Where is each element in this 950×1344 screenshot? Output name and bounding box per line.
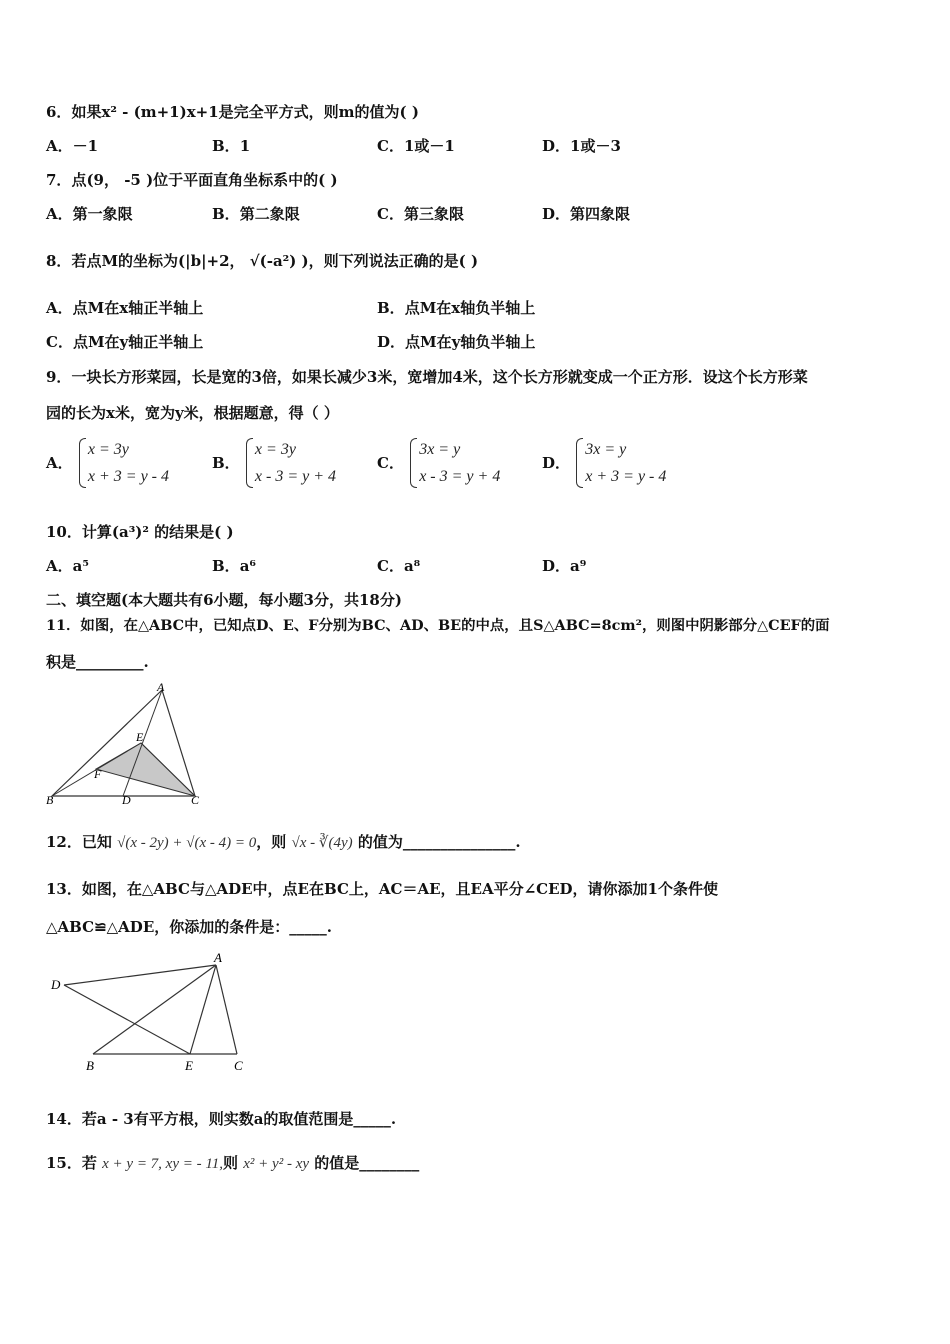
option-d: D．1或－3 — [542, 137, 621, 155]
question-text: 若点M的坐标为(|b|+2， √(-a²) )，则下列说法正确的是( ) — [71, 252, 479, 270]
question-6 — [46, 102, 419, 122]
option-c: C．1或－1 — [377, 137, 455, 155]
option-c: C．a⁸ — [377, 557, 421, 575]
option-b: B． x = 3y x - 3 = y + 4 — [212, 436, 336, 490]
equation-system: x = 3y x + 3 = y - 4 — [78, 436, 169, 490]
question-text: △ABC≌△ADE，你添加的条件是：_____. — [46, 918, 332, 936]
question-number: 7． — [46, 171, 72, 189]
math-expression: x + y = 7, xy = - 11, — [102, 1156, 224, 1172]
question-10 — [46, 522, 234, 542]
equation-system: 3x = y x + 3 = y - 4 — [575, 436, 666, 490]
question-number: 8． — [46, 252, 72, 270]
math-expression: √x - ∛(4y) — [291, 835, 353, 851]
option-a: A． x = 3y x + 3 = y - 4 — [46, 436, 169, 490]
question-8 — [46, 251, 478, 271]
question-number: 15． — [46, 1154, 82, 1172]
label-a: A — [214, 950, 222, 965]
math-expression: x² + y² - xy — [243, 1156, 310, 1172]
question-9 — [46, 367, 808, 387]
label-f: F — [94, 767, 102, 781]
segment-ac — [216, 965, 237, 1054]
figure-q11-triangle — [44, 680, 214, 810]
question-11-line2 — [46, 652, 149, 672]
question-text: 计算(a³)² 的结果是( ) — [81, 523, 234, 541]
option-c: C．点M在y轴正半轴上 — [46, 333, 204, 351]
option-a: A．－1 — [46, 137, 99, 155]
segment-ae — [190, 965, 216, 1054]
option-c: C．第三象限 — [377, 205, 464, 223]
option-b: B．a⁶ — [212, 557, 256, 575]
figure-q13-triangles — [44, 948, 254, 1076]
question-11 — [46, 616, 830, 636]
question-number: 11． — [46, 617, 81, 634]
math-expression: √(x - 2y) + √(x - 4) = 0 — [117, 835, 257, 851]
question-text: 点(9， -5 )位于平面直角坐标系中的( ) — [71, 171, 338, 189]
question-text: 若a - 3有平方根，则实数a的取值范围是_____. — [81, 1110, 397, 1128]
label-e: E — [185, 1058, 193, 1073]
option-a: A．点M在x轴正半轴上 — [46, 299, 204, 317]
option-d: D． 3x = y x + 3 = y - 4 — [542, 436, 666, 490]
label-c: C — [191, 793, 200, 807]
label-d: D — [51, 977, 61, 992]
option-c: C． 3x = y x - 3 = y + 4 — [377, 436, 500, 490]
question-13 — [46, 879, 718, 899]
segment-de — [64, 985, 190, 1054]
label-d: D — [122, 793, 131, 807]
label-a: A — [157, 680, 165, 694]
question-number: 10． — [46, 523, 82, 541]
question-number: 9． — [46, 368, 72, 386]
question-15: 15．若 x + y = 7, xy = - 11,则 x² + y² - xy 的值是________ — [46, 1154, 420, 1172]
question-text: 一块长方形菜园，长是宽的3倍，如果长减少3米，宽增加4米，这个长方形就变成一个正方形．设这个长方形菜 — [71, 368, 808, 386]
question-text: 园的长为x米，宽为y米，根据题意，得（ ） — [46, 404, 339, 422]
question-number: 12． — [46, 833, 82, 851]
option-b: B．点M在x轴负半轴上 — [377, 299, 536, 317]
option-b: B．第二象限 — [212, 205, 300, 223]
question-text: 如果x² - (m+1)x+1是完全平方式，则m的值为( ) — [71, 103, 419, 121]
equation-system: 3x = y x - 3 = y + 4 — [409, 436, 500, 490]
question-number: 6． — [46, 103, 72, 121]
label-b: B — [86, 1058, 94, 1073]
label-e: E — [136, 730, 144, 744]
option-a: A．第一象限 — [46, 205, 133, 223]
question-number: 14． — [46, 1110, 82, 1128]
equation-system: x = 3y x - 3 = y + 4 — [245, 436, 336, 490]
question-text: 如图，在△ABC与△ADE中，点E在BC上，AC＝AE，且EA平分∠CED，请你添加1个条件使 — [81, 880, 718, 898]
question-12: 12．已知 √(x - 2y) + √(x - 4) = 0，则 √x - ∛(4y) 的值为_______________. — [46, 833, 521, 851]
option-d: D．a⁹ — [542, 557, 587, 575]
question-14 — [46, 1109, 396, 1129]
shaded-triangle-cef — [96, 743, 195, 796]
label-b: B — [46, 793, 54, 807]
option-d: D．点M在y轴负半轴上 — [377, 333, 536, 351]
option-d: D．第四象限 — [542, 205, 631, 223]
question-9-line2 — [46, 403, 339, 423]
label-c: C — [234, 1058, 243, 1073]
option-b: B．1 — [212, 137, 251, 155]
question-13-line2 — [46, 917, 332, 937]
option-a: A．a⁵ — [46, 557, 89, 575]
question-7 — [46, 170, 338, 190]
question-text: 如图，在△ABC中，已知点D、E、F分别为BC、AD、BE的中点，且S△ABC=8cm²，则图中阴影部分△CEF的面 — [80, 617, 830, 634]
question-number: 13． — [46, 880, 82, 898]
question-text: 积是_________. — [46, 653, 149, 671]
section-heading: 二、填空题(本大题共有6小题，每小题3分，共18分) — [46, 591, 402, 609]
